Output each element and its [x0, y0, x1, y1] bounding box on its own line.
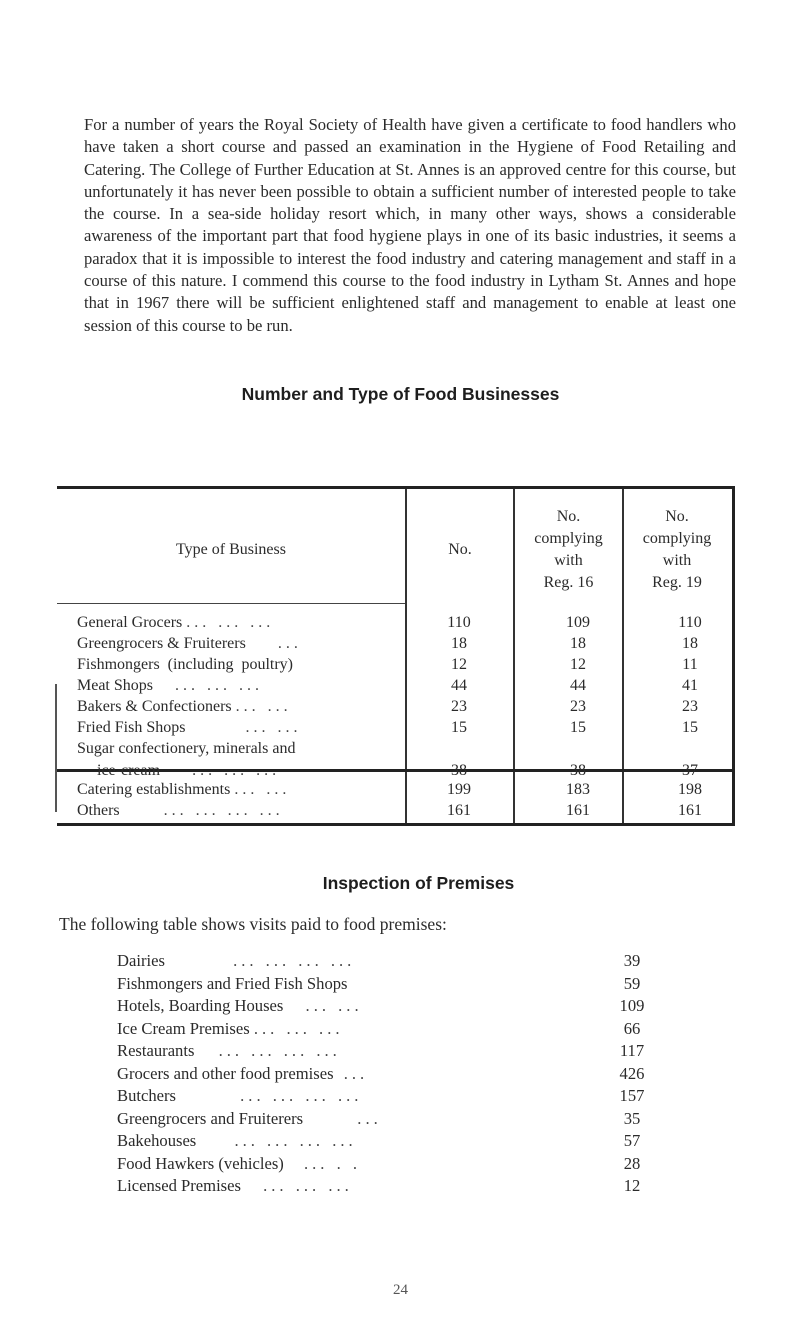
header-reg19: [624, 506, 730, 594]
row-label: Bakers & Confectioners ... ...: [77, 698, 292, 715]
row-label: Greengrocers & Fruiterers ...: [77, 635, 302, 652]
cell-reg16: 38: [570, 762, 586, 779]
cell-reg19: 110: [678, 614, 702, 631]
header-no: No.: [448, 541, 472, 558]
visit-count: 39: [623, 951, 641, 970]
table-lower-frame: [57, 772, 735, 826]
row-label: General Grocers ... ... ...: [77, 614, 275, 631]
column-divider: [405, 772, 407, 823]
header-rule: [57, 603, 405, 604]
table-row: [57, 740, 729, 762]
header-type-of-business: Type of Business: [176, 541, 286, 558]
header-reg16: [515, 506, 622, 594]
list-item: Ice Cream Premises ... ... ... 66: [117, 1019, 657, 1042]
visit-count: 109: [619, 996, 645, 1015]
cell-reg19: 15: [682, 719, 698, 736]
table-row: [57, 698, 729, 720]
cell-reg19: 161: [678, 802, 702, 819]
visit-count: 35: [623, 1108, 641, 1128]
cell-reg19: 18: [682, 635, 698, 652]
visits-list: [117, 951, 657, 1199]
visit-count: 157: [619, 1086, 645, 1105]
list-item: Licensed Premises ... ... ... 12: [117, 1176, 657, 1199]
cell-no: 161: [447, 802, 471, 819]
header-reg16-line: Reg. 16: [543, 574, 594, 591]
cell-no: 15: [451, 719, 467, 736]
cell-reg19: 41: [682, 677, 698, 694]
visit-count: 57: [623, 1131, 641, 1150]
visit-count: 66: [623, 1018, 641, 1038]
list-item: Greengrocers and Fruiterers ... 35: [117, 1109, 657, 1132]
cell-no: 199: [447, 781, 471, 798]
businesses-heading: Number and Type of Food Businesses: [241, 384, 560, 404]
table-row: [57, 677, 729, 699]
cell-reg16: 161: [566, 802, 590, 819]
list-item: Bakehouses ... ... ... ... 57: [117, 1131, 657, 1154]
businesses-table: [57, 486, 735, 779]
visit-count: 117: [619, 1041, 645, 1060]
cell-no: 18: [451, 635, 467, 652]
row-label: Fried Fish Shops ... ...: [77, 719, 302, 736]
cell-no: 110: [447, 614, 471, 631]
left-edge-rule: [55, 772, 57, 812]
visit-count: 28: [623, 1153, 641, 1173]
list-item: Grocers and other food premises ... 426: [117, 1064, 657, 1087]
header-reg16-line: complying: [534, 530, 603, 547]
cell-reg16: 12: [570, 656, 586, 673]
cell-reg19: 198: [678, 781, 702, 798]
column-divider: [513, 772, 515, 823]
cell-no: 38: [451, 762, 467, 779]
cell-reg16: 44: [570, 677, 586, 694]
header-reg19-line: Reg. 19: [652, 574, 702, 591]
cell-reg16: 183: [566, 781, 590, 798]
list-item: Fishmongers and Fried Fish Shops 59: [117, 974, 657, 997]
table-row: [57, 614, 729, 636]
page-number: 24: [393, 1282, 408, 1298]
visit-count: 12: [623, 1176, 641, 1195]
cell-no: 44: [451, 677, 467, 694]
header-reg16-line: No.: [556, 508, 581, 525]
list-item: Dairies ... ... ... ... 39: [117, 951, 657, 974]
row-label: Fishmongers (including poultry): [77, 656, 293, 673]
cell-reg16: 23: [570, 698, 586, 715]
list-item: Hotels, Boarding Houses ... ... 109: [117, 996, 657, 1019]
list-item: Food Hawkers (vehicles) ... . . 28: [117, 1154, 657, 1177]
cell-reg16: 18: [570, 635, 586, 652]
list-item: Butchers ... ... ... ... 157: [117, 1086, 657, 1109]
inspection-heading: Inspection of Premises: [322, 873, 515, 893]
cell-reg16: 15: [570, 719, 586, 736]
table-row: [57, 656, 729, 678]
row-label: ice-cream ... ... ...: [97, 762, 281, 779]
cell-reg19: 11: [682, 656, 698, 673]
row-label: Catering establishments ... ...: [77, 781, 291, 798]
list-item: Restaurants ... ... ... ... 117: [117, 1041, 657, 1064]
header-reg19-line: complying: [642, 530, 712, 547]
cell-no: 12: [451, 656, 467, 673]
inspection-intro: The following table shows visits paid to food premises:: [59, 914, 447, 934]
row-label: Others ... ... ... ...: [77, 802, 284, 819]
row-label: Meat Shops ... ... ...: [77, 677, 263, 694]
visit-count: 59: [623, 973, 641, 993]
cell-reg16: 109: [566, 614, 590, 631]
cell-reg19: 23: [682, 698, 698, 715]
intro-paragraph: For a number of years the Royal Society of Health have given a certificate to food handlers who have taken a short course and passed an examination in the Hygiene of Food Retailing and Catering. The College of Further Education at St. Annes is an approved centre for this course, but unfortunately it has never been possible to obtain a sufficient number of interested people to take the course. In a sea-side holiday resort which, in many other ways, shows a considerable awareness of the important part that food hygiene plays in one of its basic industries, it seems a paradox that it is impossible to interest the food industry and catering management and staff in a course of this nature. I commend this course to the food industry in Lytham St. Annes and hope that in 1967 there will be sufficient enlightened staff and management to enable at least one session of this course to be run.: [84, 115, 736, 335]
header-reg19-line: No.: [665, 508, 689, 525]
header-reg16-line: with: [554, 552, 583, 569]
table-row: [57, 635, 729, 657]
visit-count: 426: [619, 1063, 645, 1083]
row-label: Sugar confectionery, minerals and: [77, 740, 296, 757]
cell-no: 23: [451, 698, 467, 715]
table-row: [57, 719, 729, 741]
cell-reg19: 37: [682, 762, 698, 779]
column-divider: [622, 772, 624, 823]
header-reg19-line: with: [662, 552, 692, 569]
